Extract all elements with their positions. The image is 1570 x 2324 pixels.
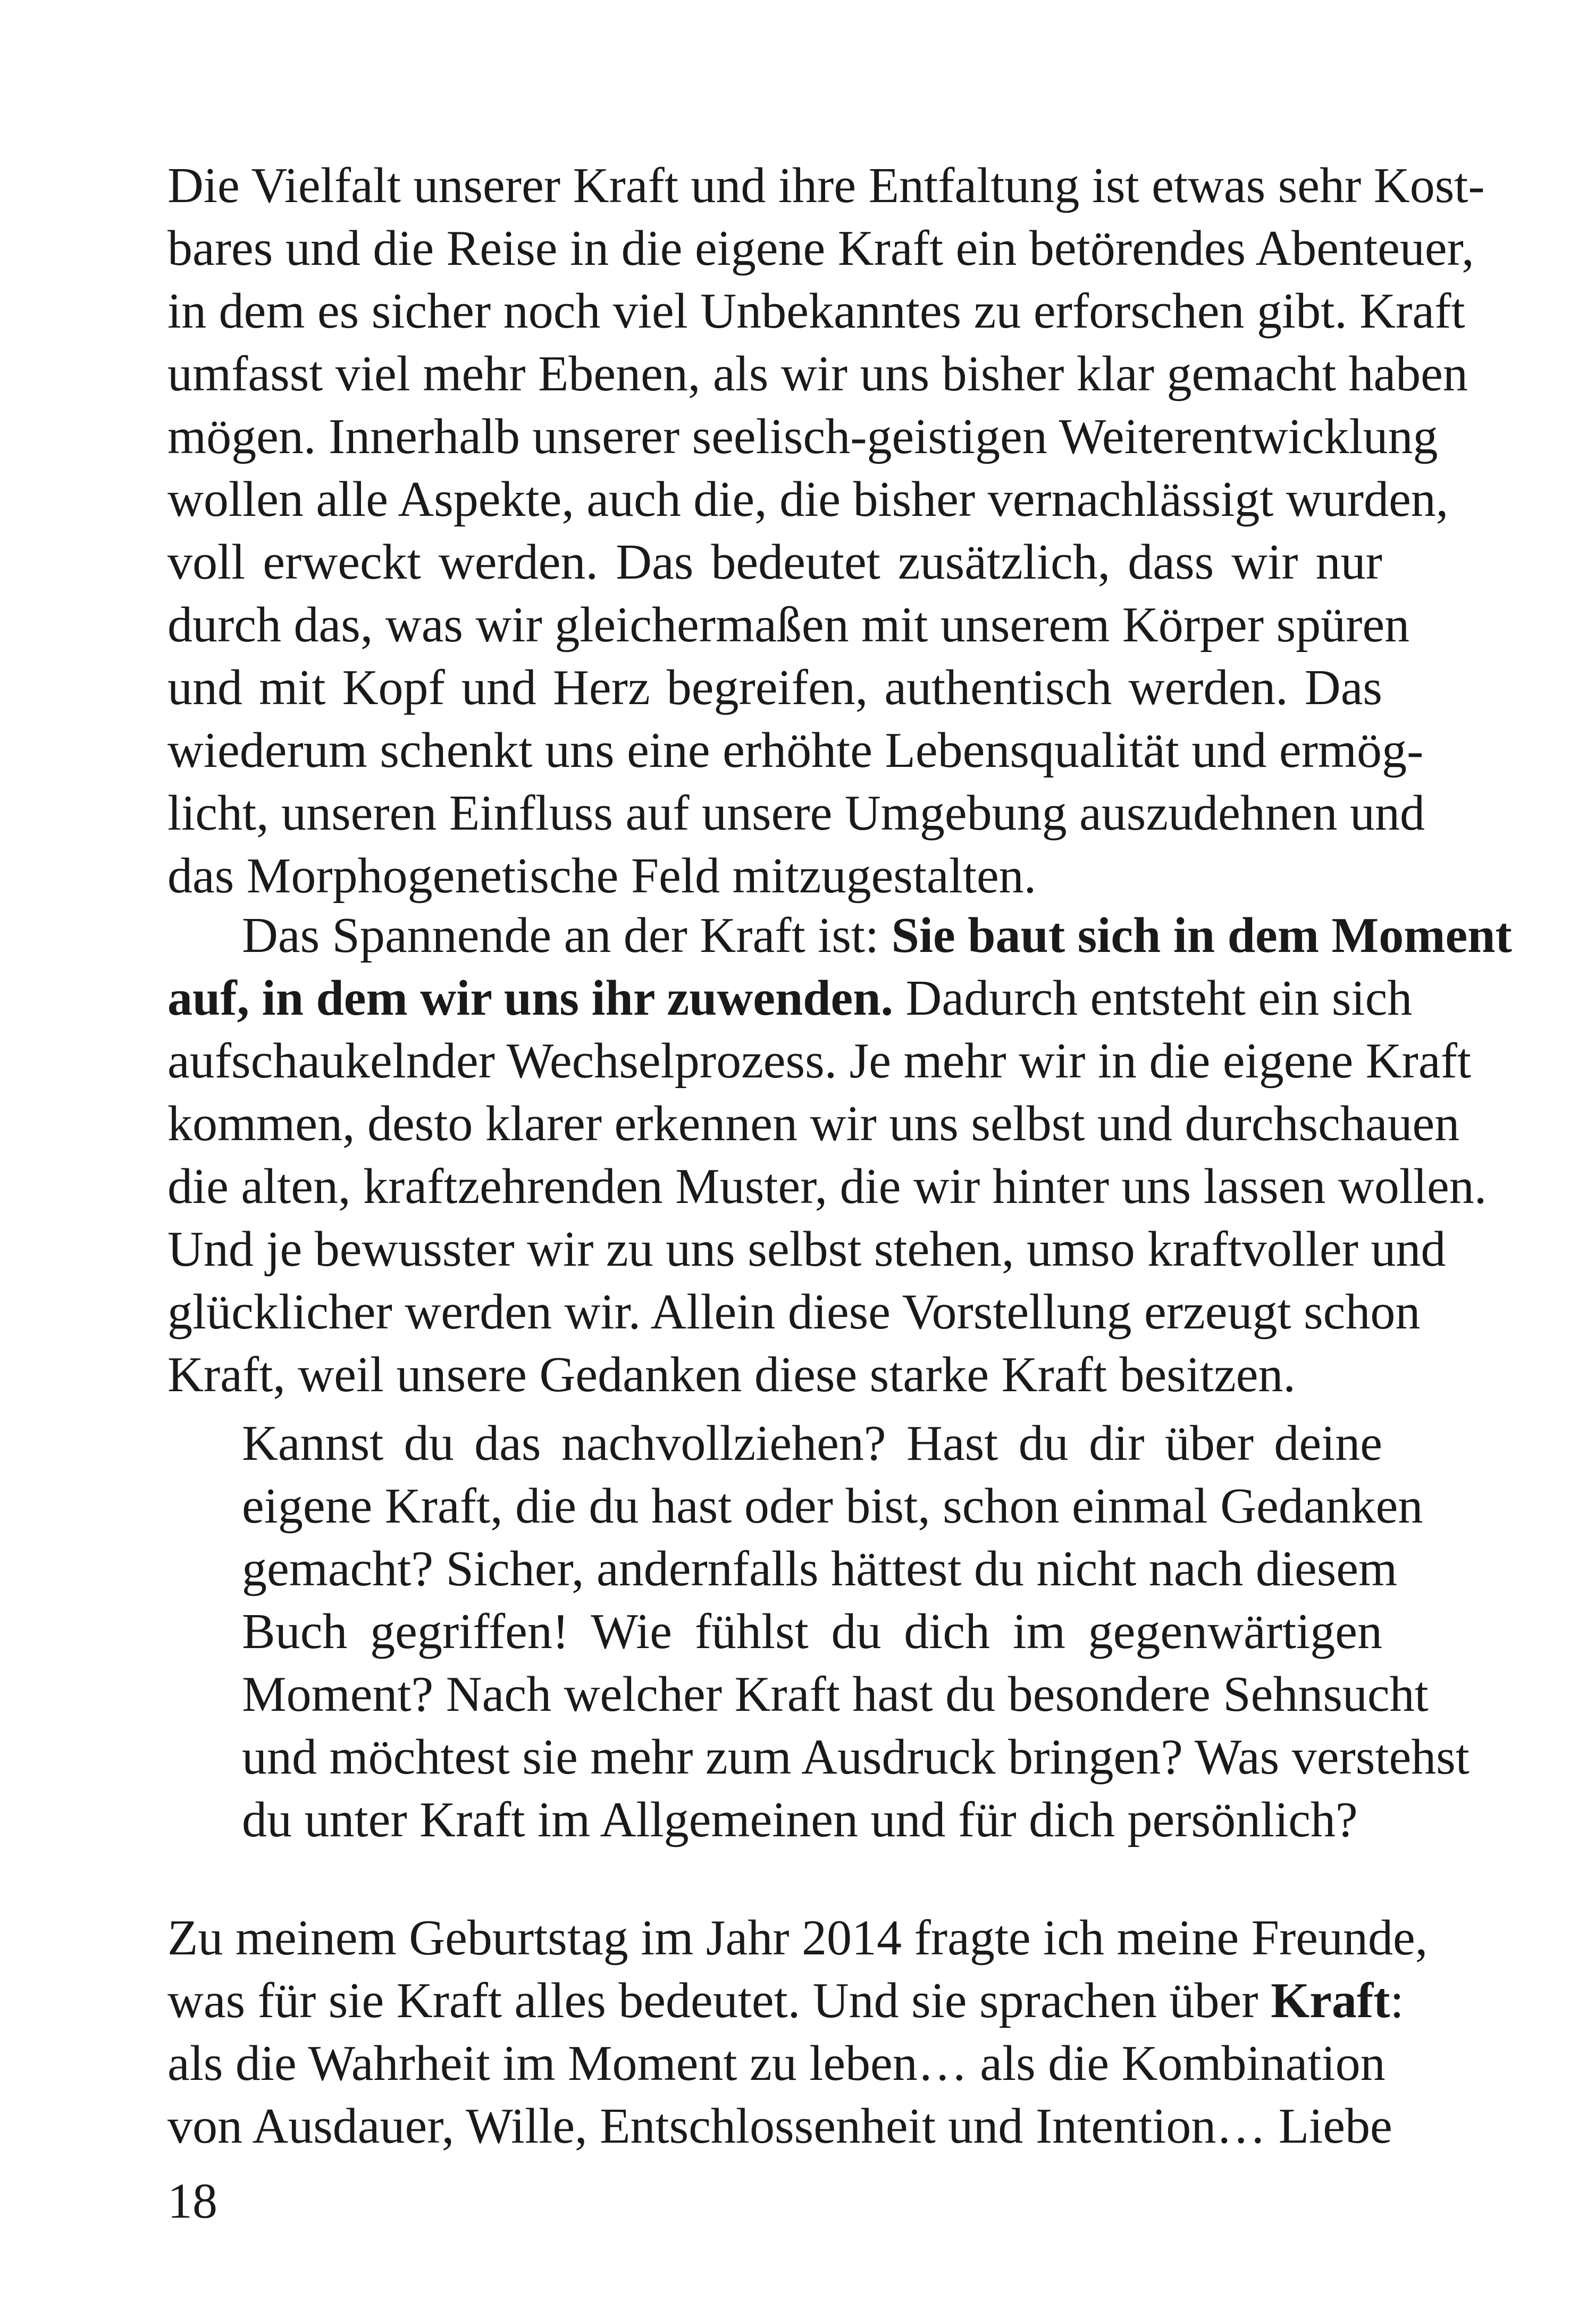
page-number: 18	[167, 2173, 217, 2229]
emphasis-text: Kraft	[1271, 1973, 1390, 2028]
paragraph-1	[167, 154, 1485, 907]
text-line: aufschaukelnder Wechselprozess. Je mehr wir in die eigene Kraft	[167, 1033, 1471, 1089]
text-line: und mit Kopf und Herz begreifen, authentisch werden. Das	[167, 660, 1382, 715]
text-line: in dem es sicher noch viel Unbekanntes zu erforschen gibt. Kraft	[167, 283, 1465, 339]
text-line: Die Vielfalt unserer Kraft und ihre Entfaltung ist etwas sehr Kost-	[167, 158, 1485, 213]
emphasis-text: auf, in dem wir uns ihr zuwenden.	[167, 971, 894, 1026]
text-line: glücklicher werden wir. Allein diese Vorstellung erzeugt schon	[167, 1284, 1421, 1340]
text-line	[167, 1969, 1404, 2032]
text-line: wiederum schenkt uns eine erhöhte Lebensqualität und ermög-	[167, 723, 1424, 778]
text-line: Und je bewusster wir zu uns selbst stehen, umso kraftvoller und	[167, 1222, 1446, 1277]
text-line: Kraft, weil unsere Gedanken diese starke Kraft besitzen.	[167, 1347, 1296, 1402]
text-line: gemacht? Sicher, andernfalls hättest du nicht nach diesem	[242, 1541, 1398, 1596]
paragraph-2	[167, 904, 1512, 1406]
text-line: umfasst viel mehr Ebenen, als wir uns bisher klar gemacht haben	[167, 346, 1468, 402]
text-line: bares und die Reise in die eigene Kraft ein betörendes Abenteuer,	[167, 221, 1474, 276]
text-run: Das Spannende an der Kraft ist:	[242, 908, 892, 963]
text-line: eigene Kraft, die du hast oder bist, schon einmal Gedanken	[242, 1478, 1423, 1534]
text-line: durch das, was wir gleichermaßen mit unserem Körper spüren	[167, 597, 1410, 653]
paragraph-3	[167, 1907, 1428, 2158]
indented-question-block	[242, 1412, 1470, 1851]
text-line: Kannst du das nachvollziehen? Hast du dir über deine	[242, 1416, 1382, 1471]
text-line: wollen alle Aspekte, auch die, die bisher vernachlässigt wurden,	[167, 472, 1449, 527]
text-line: du unter Kraft im Allgemeinen und für dich persönlich?	[242, 1792, 1358, 1848]
text-line: das Morphogenetische Feld mitzugestalten.	[167, 848, 1037, 904]
text-line: Zu meinem Geburtstag im Jahr 2014 fragte ich meine Freunde,	[167, 1910, 1428, 1966]
emphasis-text: Sie baut sich in dem Moment	[891, 908, 1512, 963]
text-line: die alten, kraftzehrenden Muster, die wir hinter uns lassen wollen.	[167, 1159, 1487, 1214]
text-line: als die Wahrheit im Moment zu leben… als die Kombination	[167, 2036, 1386, 2091]
text-line: kommen, desto klarer erkennen wir uns selbst und durchschauen	[167, 1096, 1460, 1151]
text-line: mögen. Innerhalb unserer seelisch-geistigen Weiterentwicklung	[167, 409, 1438, 464]
text-line: Moment? Nach welcher Kraft hast du besondere Sehnsucht	[242, 1667, 1429, 1722]
text-line: Buch gegriffen! Wie fühlst du dich im gegenwärtigen	[242, 1604, 1382, 1659]
text-line: voll erweckt werden. Das bedeutet zusätzlich, dass wir nur	[167, 534, 1382, 590]
text-run: was für sie Kraft alles bedeutet. Und sie sprachen über	[167, 1973, 1271, 2028]
text-line: von Ausdauer, Wille, Entschlossenheit und Intention… Liebe	[167, 2099, 1392, 2154]
text-line: licht, unseren Einfluss auf unsere Umgebung auszudehnen und	[167, 785, 1425, 841]
text-run: Dadurch entsteht ein sich	[893, 971, 1413, 1026]
text-line: und möchtest sie mehr zum Ausdruck bringen? Was verstehst	[242, 1729, 1470, 1785]
text-run: :	[1390, 1973, 1404, 2028]
text-line	[167, 904, 1512, 967]
text-line	[167, 967, 1413, 1030]
